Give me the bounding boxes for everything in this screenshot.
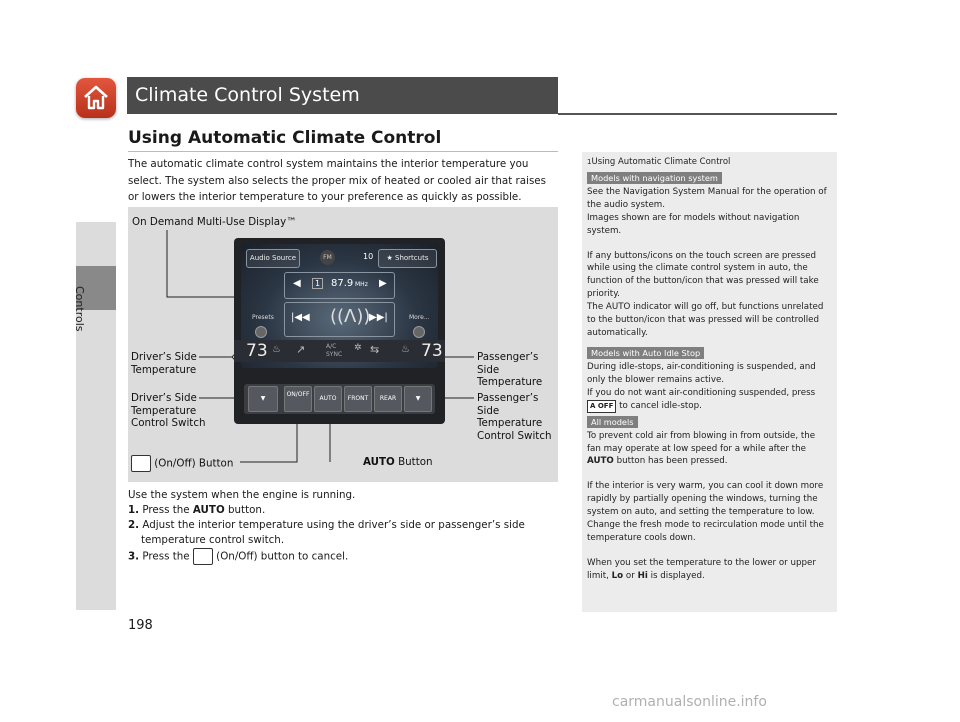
step-1 [128, 503, 558, 518]
presets-label: Presets [252, 314, 274, 321]
driver-temp-label: Driver’s Side Temperature [131, 351, 197, 376]
badge-idle-stop: Models with Auto Idle Stop [587, 347, 704, 359]
seat-heat-left-icon[interactable]: ♨ [272, 344, 281, 355]
fan-mode-icon: ↗ [296, 343, 306, 356]
onoff-button-label [131, 455, 233, 472]
band-number: 1 [312, 278, 323, 289]
steps [128, 488, 558, 565]
seek-back-icon[interactable]: |◀◀ [291, 312, 310, 323]
note-text: If you do not want air-conditioning suspended, press [587, 387, 816, 398]
frequency: 87.9 [331, 278, 354, 289]
seek-forward-icon[interactable]: ▶▶| [369, 312, 388, 323]
step-text: (On/Off) button to cancel. [212, 550, 349, 563]
climate-panel [234, 238, 445, 424]
step-number: 3. [128, 550, 140, 563]
radio-station-box [284, 272, 395, 299]
shortcuts-label: Shortcuts [395, 254, 429, 262]
page-number: 198 [128, 618, 153, 633]
step-number: 1. [128, 504, 140, 516]
note-heading [587, 156, 831, 169]
watermark: carmanualsonline.info [612, 694, 767, 710]
section-title: Using Automatic Climate Control [128, 128, 442, 148]
step-text: Press the [142, 550, 193, 563]
onoff-label-text: (On/Off) Button [154, 457, 234, 470]
step-text: button. [224, 504, 266, 516]
note-text: When you set the temperature to the lower or upper limit, [587, 557, 816, 581]
more-knob[interactable] [413, 326, 425, 338]
display-label: On Demand Multi-Use Display™ [132, 216, 297, 228]
note-text: is displayed. [650, 570, 705, 581]
driver-temp-switch[interactable]: ▼ [248, 386, 278, 412]
auto-button-label [363, 456, 433, 469]
recirculation-icon[interactable]: ⇆ [370, 343, 380, 356]
note-bold: AUTO [587, 456, 614, 467]
note-p7 [587, 430, 831, 469]
seat-heat-right-icon[interactable]: ♨ [401, 344, 410, 355]
hard-button-row [244, 384, 435, 414]
prev-station-icon[interactable]: ◀ [293, 278, 301, 289]
onoff-hard-button[interactable]: ON/OFF [284, 386, 312, 412]
note-text: button has been pressed. [616, 456, 728, 467]
step-bold: AUTO [192, 504, 225, 516]
step-3 [128, 548, 558, 565]
note-p2: Images shown are for models without navigation system. [587, 212, 800, 236]
note-p9 [587, 557, 831, 583]
driver-switch-label: Driver’s Side Temperature Control Switch [131, 392, 206, 429]
sidebar-label: Controls [73, 286, 86, 332]
note-heading-text: Using Automatic Climate Control [591, 157, 731, 167]
ac-sync-indicator: A/C SYNC [326, 343, 343, 358]
note-p6 [587, 387, 831, 413]
badge-navigation: Models with navigation system [587, 172, 722, 184]
passenger-temp-switch[interactable]: ▼ [404, 386, 432, 412]
audio-source-button[interactable]: Audio Source [246, 249, 300, 268]
step-number: 2. [128, 519, 140, 531]
note-p3: If any buttons/icons on the touch screen are pressed while using the climate control system in auto, the function of the button/icon that was pressed will take priority. [587, 250, 819, 300]
idle-stop-off-text: OFF [597, 401, 614, 410]
note-text: To prevent cold air from blowing in from outside, the fan may operate at low speed for a while after the [587, 430, 816, 454]
climate-onoff-icon [131, 455, 151, 472]
step-2 [128, 518, 558, 548]
presets-knob[interactable] [255, 326, 267, 338]
side-note [582, 152, 837, 612]
note-text: to cancel idle-stop. [619, 400, 702, 411]
frequency-unit: MHz [355, 281, 368, 288]
intro-paragraph: The automatic climate control system maintains the interior temperature you select. The system also selects the proper mix of heated or cooled air that raises or lowers the interior temperature to your preference as quickly as possible. [128, 158, 547, 203]
shortcuts-button[interactable]: ★ Shortcuts [378, 249, 437, 268]
passenger-switch-label: Passenger’s Side Temperature Control Switch [477, 392, 552, 442]
more-label: More... [409, 314, 430, 321]
note-text: or [625, 570, 635, 581]
antenna-icon: ((Λ)) [330, 306, 371, 327]
climate-onoff-icon [193, 548, 213, 565]
rear-defrost-button[interactable]: REAR [374, 386, 402, 412]
seek-box [284, 302, 395, 337]
note-bold-hi: Hi [637, 570, 648, 581]
chapter-title: Climate Control System [135, 84, 360, 106]
note-marker-icon: 1 [587, 158, 592, 166]
passenger-temp-display: 73 [421, 341, 443, 361]
fm-icon: FM [320, 250, 335, 265]
fan-level-icon: ✲ [354, 343, 362, 353]
note-bold-lo: Lo [611, 570, 624, 581]
step-text: Adjust the interior temperature using the driver’s side or passenger’s side temperature control switch. [141, 519, 525, 546]
step-text: Press the [142, 504, 193, 516]
note-p4: The AUTO indicator will go off, but functions unrelated to the button/icon that was pressed will be controlled automatically. [587, 302, 824, 338]
passenger-temp-label: Passenger’s Side Temperature [477, 351, 543, 388]
steps-intro: Use the system when the engine is running. [128, 489, 356, 501]
idle-stop-off-icon: A OFF [587, 400, 616, 413]
badge-all-models: All models [587, 416, 638, 428]
auto-label-bold: AUTO [363, 456, 395, 468]
preset-number: 10 [363, 252, 374, 261]
note-p1: See the Navigation System Manual for the operation of the audio system. [587, 186, 827, 210]
note-p5: During idle-stops, air-conditioning is suspended, and only the blower remains active. [587, 361, 816, 385]
driver-temp-display: 73 [246, 341, 268, 361]
auto-hard-button[interactable]: AUTO [314, 386, 342, 412]
next-station-icon[interactable]: ▶ [379, 278, 387, 289]
auto-label-rest: Button [394, 456, 433, 468]
front-defrost-button[interactable]: FRONT [344, 386, 372, 412]
note-p8: If the interior is very warm, you can cool it down more rapidly by partially opening the windows, turning the system on auto, and setting the temperature to low. Change the fresh mode to recirculation mode until the temperature cools down. [587, 481, 824, 543]
